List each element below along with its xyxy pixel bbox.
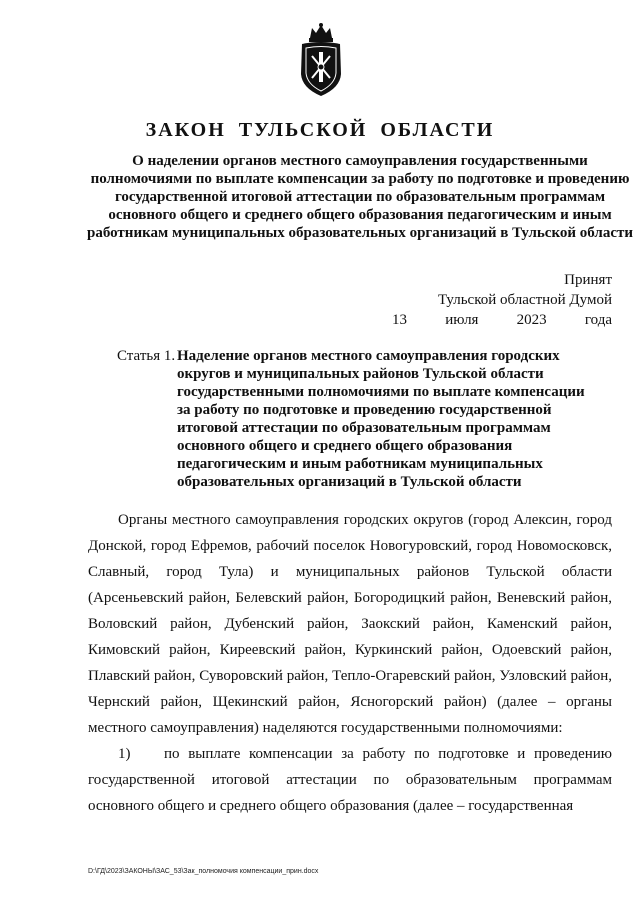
adopted-label: Принят	[564, 272, 612, 288]
article-body	[88, 507, 612, 819]
article-heading	[117, 347, 587, 491]
law-subtitle: О наделении органов местного самоуправления государственными полномочиями по выплате компенсации за работу по подготовке и проведению государственной итоговой аттестации по образовательным программам основного общего и среднего общего образования педагогическим и иным работникам муниципальных образовательных организаций в Тульской области	[86, 153, 634, 241]
adoption-month: июля	[445, 312, 479, 328]
law-title: ЗАКОН ТУЛЬСКОЙ ОБЛАСТИ	[145, 119, 495, 141]
article-number: Статья 1.	[117, 348, 176, 364]
adoption-block	[392, 270, 612, 330]
list-item	[88, 741, 612, 819]
list-item-text: по выплате компенсации за работу по подготовке и проведению государственной итоговой аттестации по образовательным программам основного общего и среднего общего образования (далее – государственная	[88, 746, 612, 814]
list-item-number: 1)	[118, 746, 131, 762]
adoption-day: 13	[392, 312, 407, 328]
coat-of-arms-emblem	[296, 22, 346, 98]
file-path-footer: D:\ГД\2023\ЗАКОНЫ\ЗАС_53\Зак_полномочия компенсации_прин.docx	[88, 868, 319, 875]
adoption-date	[392, 310, 612, 330]
adoption-year-word: года	[584, 312, 612, 328]
article-title: Наделение органов местного самоуправления городских округов и муниципальных районов Тульской области государственными полномочиями по выплате компенсации за работу по подготовке и проведению государственной итоговой аттестации по образовательным программам основного общего и среднего общего образования педагогическим и иным работникам муниципальных образовательных организаций в Тульской области	[177, 348, 585, 490]
adopted-by: Тульской областной Думой	[437, 292, 612, 308]
adoption-year: 2023	[516, 312, 547, 328]
body-paragraph: Органы местного самоуправления городских округов (город Алексин, город Донской, город Ефремов, рабочий поселок Новогуровский, город Новомосковск, Славный, город Тула) и муниципальных районов Тульской области (Арсеньевский район, Белевский район, Богородицкий район, Веневский район, Воловский район, Дубенский район, Заокский район, Каменский район, Кимовский район, Киреевский район, Куркинский район, Одоевский район, Плавский район, Суворовский район, Тепло-Огаревский район, Узловский район, Чернский район, Щекинский район, Ясногорский район) (далее – органы местного самоуправления) наделяются государственными полномочиями:	[88, 512, 612, 736]
